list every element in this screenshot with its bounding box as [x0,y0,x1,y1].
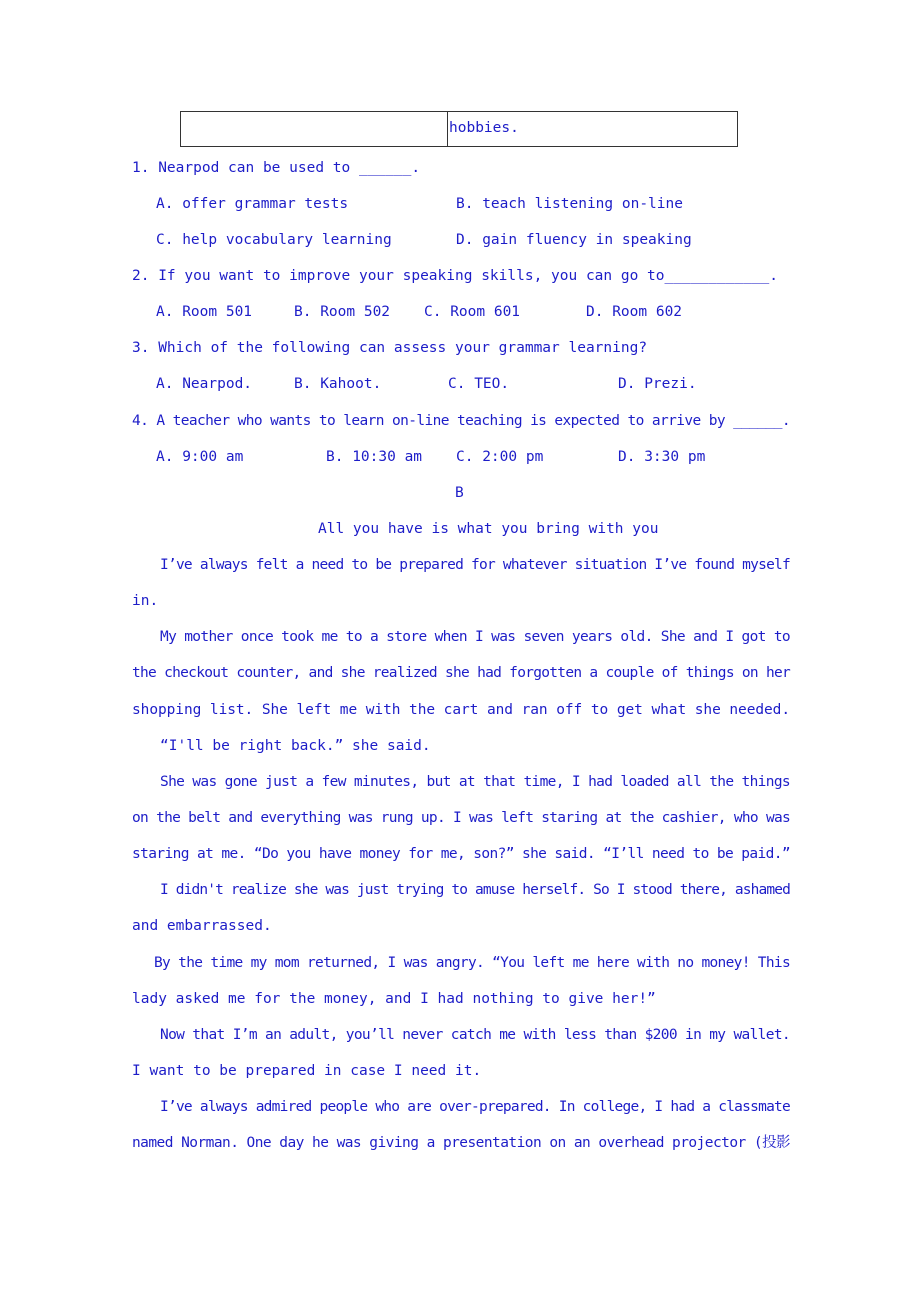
passage-title: All you have is what you bring with you [318,521,659,537]
question-option: C. TEO. [448,376,510,392]
passage-line: I’ve always felt a need to be prepared for whatever situation I’ve found myself [160,557,791,573]
passage-line: named Norman. One day he was giving a presentation on an overhead projector (投影 [132,1135,790,1151]
question-option: D. Prezi. [618,376,697,392]
question-option: C. Room 601 [424,304,521,320]
table-fragment [180,111,738,147]
question-option: A. 9:00 am [156,449,244,465]
question-stem: 2. If you want to improve your speaking skills, you can go to____________. [132,268,779,284]
question-option: C. help vocabulary learning [156,232,392,248]
passage-line: on the belt and everything was rung up. I was left staring at the cashier, who was [132,810,791,826]
table-cell-divider [447,112,448,146]
passage-line: She was gone just a few minutes, but at that time, I had loaded all the things [160,774,790,790]
section-letter: B [455,485,464,501]
question-stem: 3. Which of the following can assess your grammar learning? [132,340,648,356]
question-option: A. Room 501 [156,304,253,320]
passage-line: By the time my mom returned, I was angry. “You left me here with no money! This [154,955,791,971]
passage-line: I want to be prepared in case I need it. [132,1063,482,1079]
passage-line: staring at me. “Do you have money for me, son?” she said. “I’ll need to be paid.” [132,846,791,862]
passage-line: Now that I’m an adult, you’ll never catch me with less than $200 in my wallet. [160,1027,790,1043]
passage-line: My mother once took me to a store when I was seven years old. She and I got to [160,629,790,645]
question-option: B. Room 502 [294,304,391,320]
question-option: B. 10:30 am [326,449,423,465]
passage-line: the checkout counter, and she realized she had forgotten a couple of things on her [132,665,791,681]
question-option: D. gain fluency in speaking [456,232,692,248]
question-option: D. 3:30 pm [618,449,706,465]
question-stem: 4. A teacher who wants to learn on-line teaching is expected to arrive by ______. [132,413,791,429]
table-cell-text: hobbies. [449,120,519,136]
question-option: C. 2:00 pm [456,449,544,465]
passage-line: I’ve always admired people who are over-prepared. In college, I had a classmate [160,1099,791,1115]
passage-line: lady asked me for the money, and I had nothing to give her!” [132,991,656,1007]
passage-line: “I'll be right back.” she said. [160,738,431,754]
question-option: B. teach listening on-line [456,196,683,212]
passage-line: I didn't realize she was just trying to amuse herself. So I stood there, ashamed [160,882,790,898]
passage-line: shopping list. She left me with the cart and ran off to get what she needed. [132,702,790,718]
question-option: A. offer grammar tests [156,196,349,212]
question-option: B. Kahoot. [294,376,382,392]
question-option: D. Room 602 [586,304,683,320]
passage-line: and embarrassed. [132,918,272,934]
question-option: A. Nearpod. [156,376,253,392]
question-stem: 1. Nearpod can be used to ______. [132,160,421,176]
passage-line: in. [132,593,159,609]
